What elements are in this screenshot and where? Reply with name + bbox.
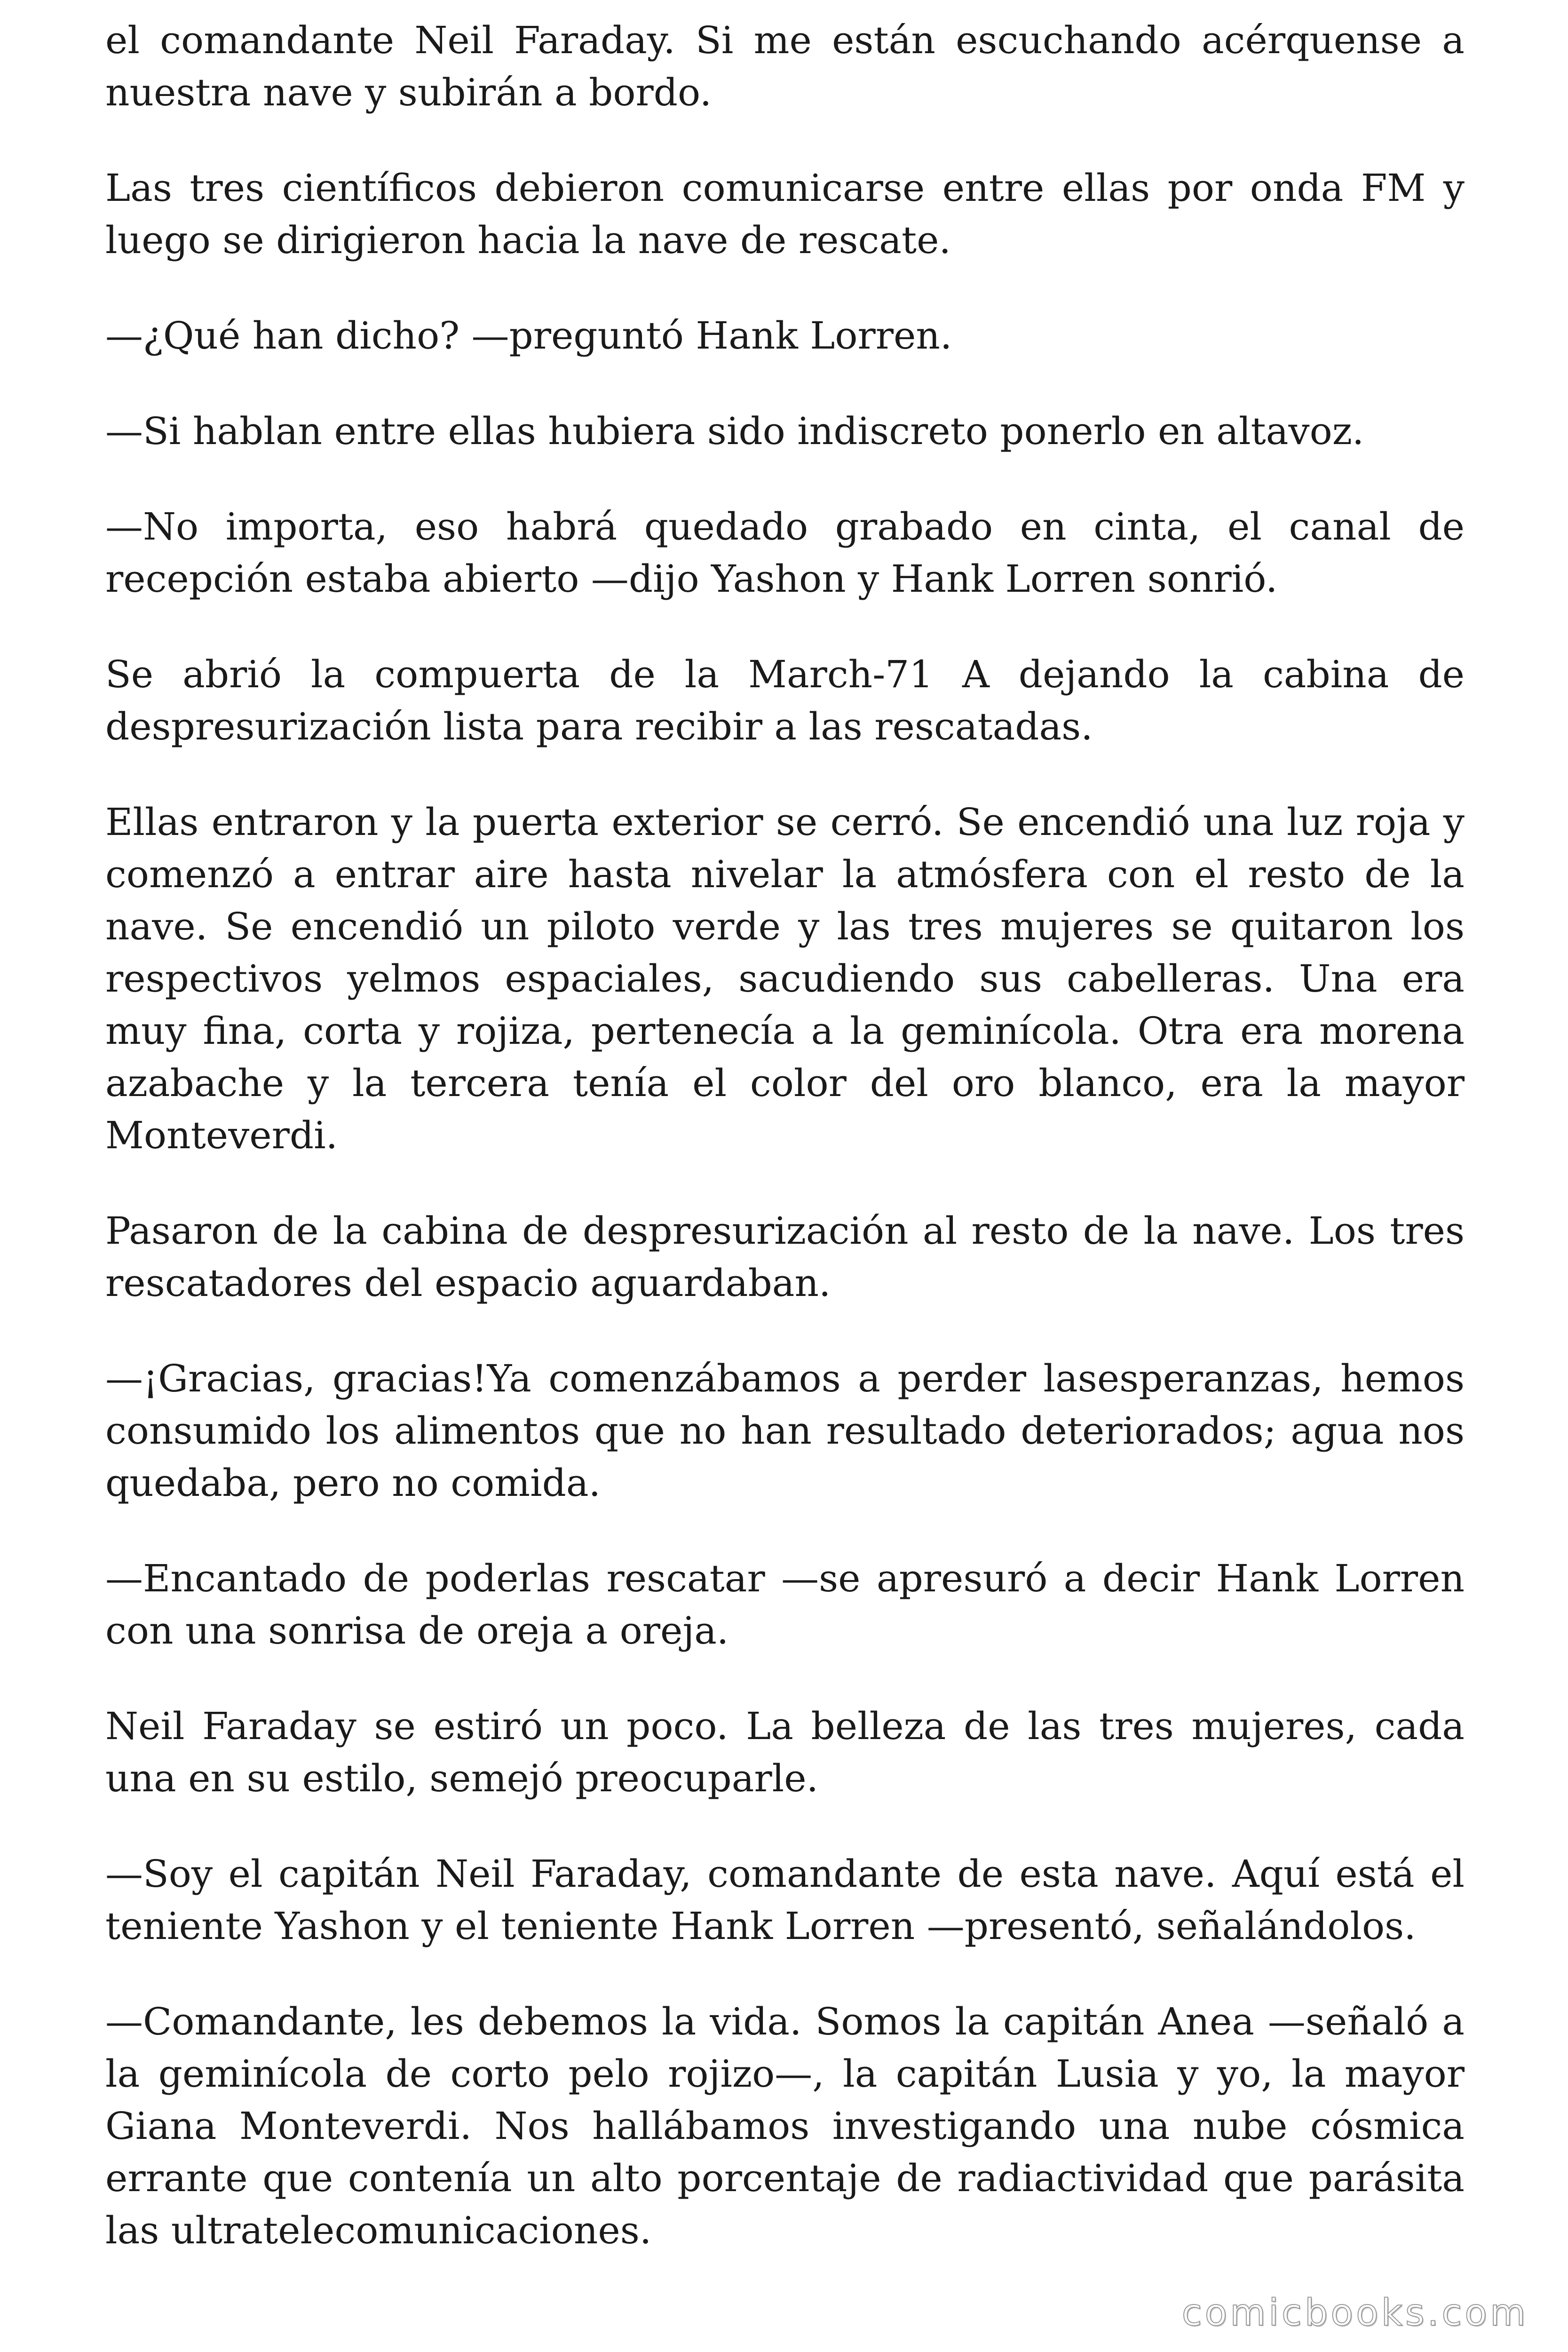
- paragraph-9: —¡Gracias, gracias!Ya comenzábamos a perder lasesperanzas, hemos consumido los alimentos que no han resultado deteriorados; agua nos quedaba, pero no comida.: [105, 1357, 1465, 1505]
- paragraph-3: —¿Qué han dicho? —preguntó Hank Lorren.: [105, 314, 952, 358]
- paragraph-11: Neil Faraday se estiró un poco. La belleza de las tres mujeres, cada una en su estilo, semejó preocuparle.: [105, 1704, 1465, 1800]
- paragraph-1: el comandante Neil Faraday. Si me están escuchando acérquense a nuestra nave y subirán a bordo.: [105, 18, 1465, 114]
- paragraph-10: —Encantado de poderlas rescatar —se apresuró a decir Hank Lorren con una sonrisa de oreja a oreja.: [105, 1557, 1465, 1653]
- paragraph-2: Las tres científicos debieron comunicarse entre ellas por onda FM y luego se dirigieron hacia la nave de rescate.: [105, 166, 1465, 262]
- paragraph-5: —No importa, eso habrá quedado grabado en cinta, el canal de recepción estaba abierto —dijo Yashon y Hank Lorren sonrió.: [105, 505, 1465, 601]
- paragraph-13: —Comandante, les debemos la vida. Somos la capitán Anea —señaló a la geminícola de corto pelo rojizo—, la capitán Lusia y yo, la mayor Giana Monteverdi. Nos hallábamos investigando una nube cósmica errante que contenía un alto porcentaje de radiactividad que parásita las ultratelecomunicaciones.: [105, 2000, 1465, 2252]
- paragraph-12: —Soy el capitán Neil Faraday, comandante de esta nave. Aquí está el teniente Yashon y el teniente Hank Lorren —presentó, señalándolos.: [105, 1852, 1465, 1948]
- watermark: comicbooks.com: [1181, 2292, 1528, 2334]
- paragraph-6: Se abrió la compuerta de la March-71 A dejando la cabina de despresurización lista para recibir a las rescatadas.: [105, 652, 1465, 748]
- paragraph-8: Pasaron de la cabina de despresurización al resto de la nave. Los tres rescatadores del espacio aguardaban.: [105, 1209, 1465, 1305]
- paragraph-4: —Si hablan entre ellas hubiera sido indiscreto ponerlo en altavoz.: [105, 409, 1364, 453]
- page-body: [105, 14, 1465, 2300]
- paragraph-7: Ellas entraron y la puerta exterior se cerró. Se encendió una luz roja y comenzó a entrar aire hasta nivelar la atmósfera con el resto de la nave. Se encendió un piloto verde y las tres mujeres se quitaron los respectivos yelmos espaciales, sacudiendo sus cabelleras. Una era muy fina, corta y rojiza, pertenecía a la geminícola. Otra era morena azabache y la tercera tenía el color del oro blanco, era la mayor Monteverdi.: [105, 800, 1465, 1157]
